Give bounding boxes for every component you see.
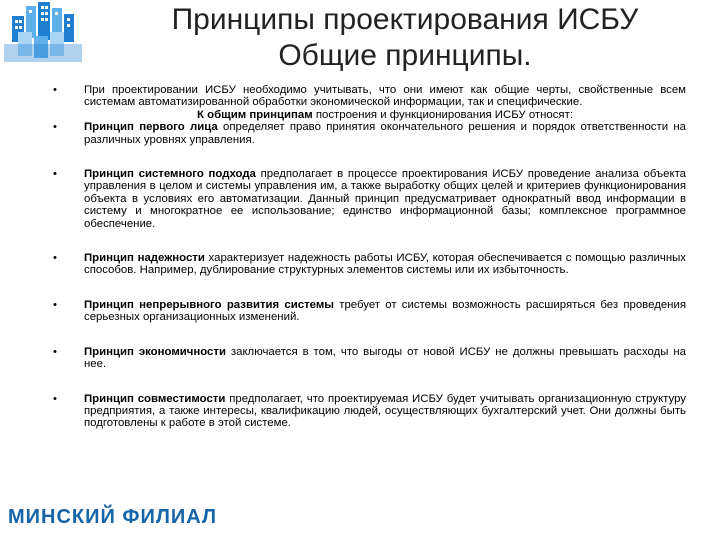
principle-name: Принцип системного подхода (84, 168, 256, 181)
branch-name: МИНСКИЙ ФИЛИАЛ (8, 506, 218, 528)
principle-description: определяет право принятия окончательного решения и порядок ответственности на различных уровнях управления. (84, 121, 686, 146)
list-item-principle (50, 252, 686, 277)
bullet: • (53, 298, 57, 311)
principle-description: требует от системы возможность расширяться без проведения серьезных организационных изменений. (84, 298, 686, 324)
bullet: • (53, 252, 57, 265)
bullet: • (53, 392, 57, 405)
bullet: • (53, 84, 57, 96)
list-item-principle (50, 393, 686, 430)
intro-text: При проектировании ИСБУ необходимо учитывать, что они имеют как общие черты, свойственные всем системам автоматизированной обработки экономической информации, так и специфические. (84, 84, 686, 109)
principle-name: Принцип непрерывного развития системы (84, 298, 334, 311)
principle-name: Принцип совместимости (84, 392, 226, 405)
intro-sub-bold: К общим принципам (197, 108, 313, 121)
list-item-principle (50, 121, 686, 146)
principle-name: Принцип надежности (84, 252, 205, 265)
bullet: • (53, 345, 57, 358)
list-item-principle (50, 168, 686, 230)
title-line-2: Общие принципы. (278, 39, 532, 72)
title-line-1: Принципы проектирования ИСБУ (171, 3, 639, 36)
intro-sub-rest: построения и функционирования ИСБУ относят: (312, 108, 573, 121)
buildings-logo-icon (4, 2, 82, 64)
principle-description: предполагает в процессе проектирования ИСБУ проведение анализа объекта управления в целом и системы управления им, а также выработку общих целей и критериев функционирования объекта в условиях его автоматизации. Данный принцип предусматривает однократный ввод информации в систему и многократное ее использование; единство информационной базы; комплексное программное обеспечение. (84, 168, 686, 230)
list-item-principle (50, 299, 686, 324)
principles-list (50, 84, 686, 430)
principle-description: заключается в том, что выгоды от новой ИСБУ не должны превышать расходы на нее. (84, 345, 686, 371)
list-item-principle (50, 346, 686, 371)
bullet: • (53, 168, 57, 181)
principle-name: Принцип экономичности (84, 345, 226, 358)
intro-subheading (84, 109, 686, 121)
principle-description: предполагает, что проектируемая ИСБУ будет учитывать организационную структуру предприятия, а также интересы, квалификацию людей, осуществляющих бухгалтерский учет. Они должны быть подготовлены к работе в этой системе. (84, 392, 686, 430)
bullet: • (53, 121, 57, 134)
page-title (120, 2, 690, 74)
principle-description: характеризует надежность работы ИСБУ, которая обеспечивается с помощью различных способов. Например, дублирование структурных элементов системы или их избыточность. (84, 252, 686, 277)
principle-name: Принцип первого лица (84, 121, 218, 134)
list-item-intro (50, 84, 686, 121)
